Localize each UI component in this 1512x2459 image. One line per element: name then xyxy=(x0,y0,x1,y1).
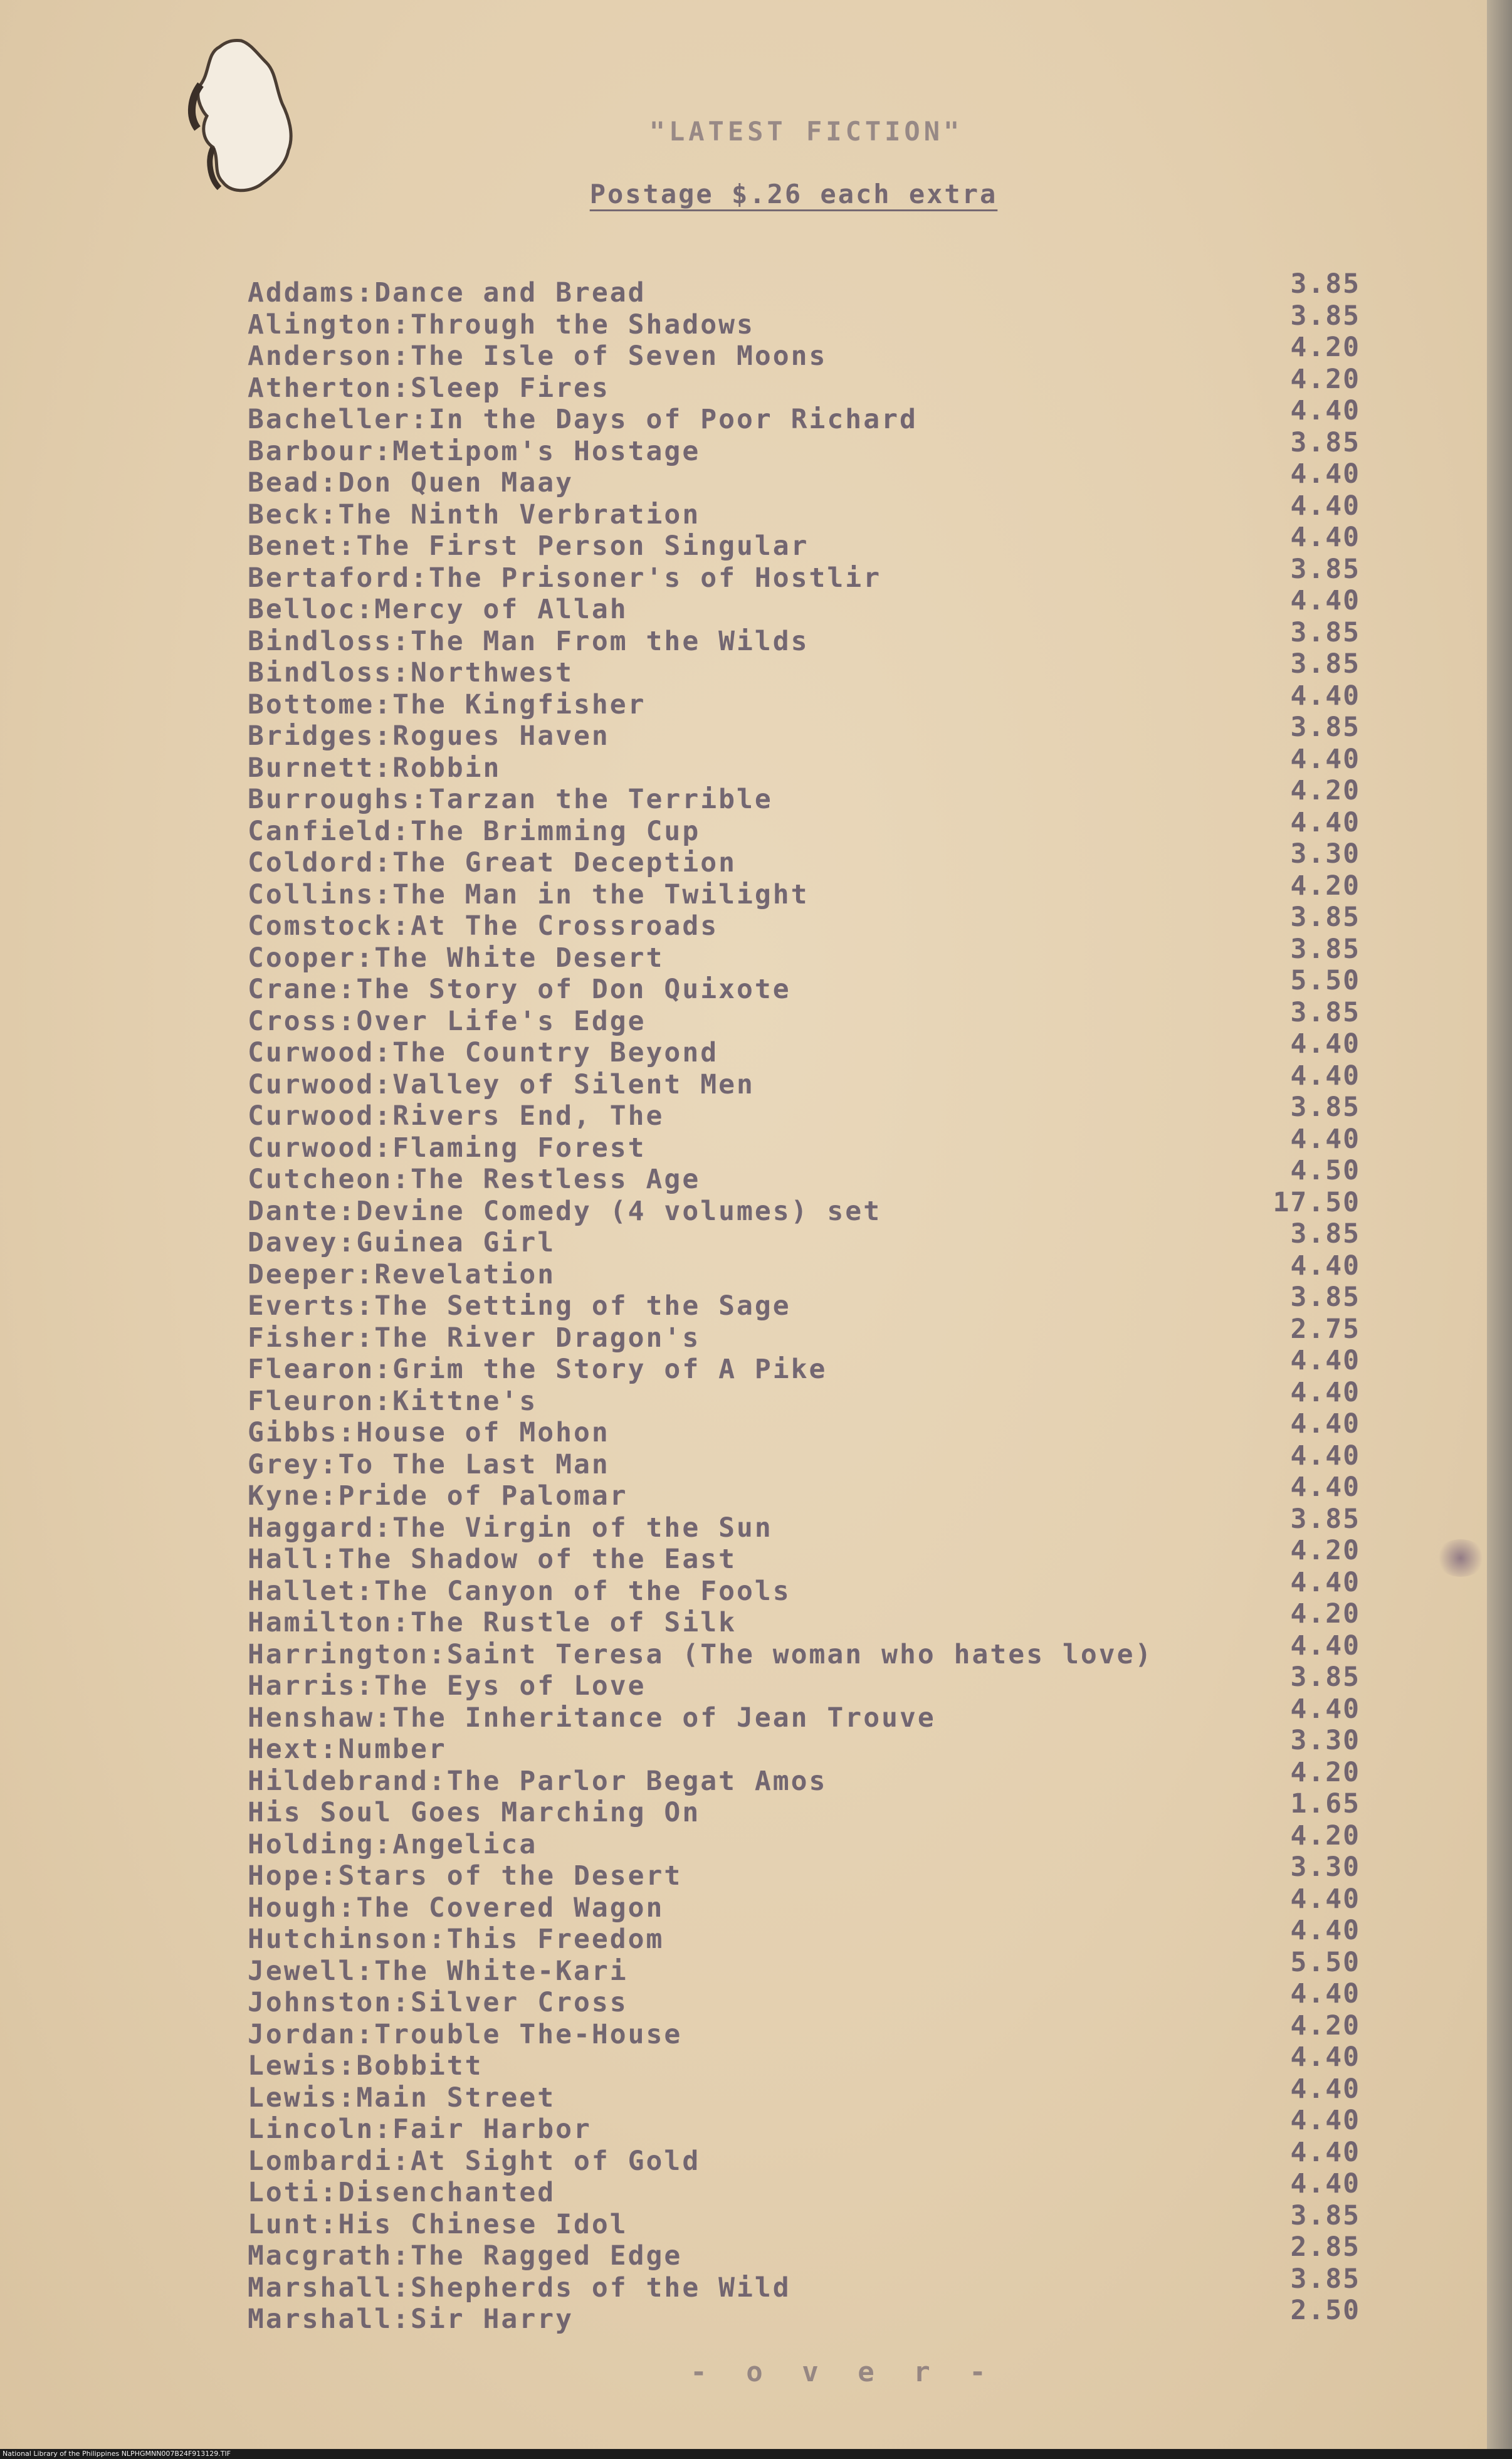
book-price: 4.40 xyxy=(1290,2073,1360,2105)
book-title: Lewis:Main Street xyxy=(248,2082,556,2114)
book-price: 4.40 xyxy=(1290,1915,1360,1946)
book-title: Bertaford:The Prisoner's of Hostlir xyxy=(248,562,882,594)
book-price: 4.20 xyxy=(1290,1535,1360,1566)
book-price: 4.20 xyxy=(1290,2009,1360,2041)
book-price: 3.30 xyxy=(1290,1851,1360,1883)
book-title: Comstock:At The Crossroads xyxy=(248,910,719,942)
book-price: 4.20 xyxy=(1290,1819,1360,1851)
book-title: Jordan:Trouble The-House xyxy=(248,2018,683,2050)
book-price: 3.85 xyxy=(1290,933,1360,965)
book-title: Marshall:Shepherds of the Wild xyxy=(248,2272,791,2304)
book-price: 5.50 xyxy=(1290,965,1360,996)
book-title: Bacheller:In the Days of Poor Richard xyxy=(248,404,918,435)
book-title: Benet:The First Person Singular xyxy=(248,530,809,562)
book-title: Bindloss:The Man From the Wilds xyxy=(248,625,809,657)
book-price: 4.40 xyxy=(1290,1693,1360,1725)
book-price: 4.40 xyxy=(1290,1376,1360,1408)
book-price: 4.40 xyxy=(1290,1630,1360,1661)
archive-credit: National Library of the Philippines NLPHGMNN007B24F913129.TIF xyxy=(3,2450,231,2458)
book-title: Hope:Stars of the Desert xyxy=(248,1860,683,1892)
book-title: Crane:The Story of Don Quixote xyxy=(248,974,791,1005)
book-price: 3.85 xyxy=(1290,712,1360,743)
book-title: Marshall:Sir Harry xyxy=(248,2304,574,2335)
book-title: Collins:The Man in the Twilight xyxy=(248,878,809,910)
book-price: 3.85 xyxy=(1290,1503,1360,1535)
book-title: Lewis:Bobbitt xyxy=(248,2050,483,2082)
book-price: 3.85 xyxy=(1290,1092,1360,1123)
book-price: 4.50 xyxy=(1290,1155,1360,1186)
book-title-list xyxy=(248,277,1313,2335)
book-price: 4.40 xyxy=(1290,1060,1360,1092)
book-title: Henshaw:The Inheritance of Jean Trouve xyxy=(248,1702,936,1734)
book-price: 5.50 xyxy=(1290,1946,1360,1978)
book-title: Lunt:His Chinese Idol xyxy=(248,2208,628,2240)
postage-note: Postage $.26 each extra xyxy=(589,179,998,209)
book-title: Holding:Angelica xyxy=(248,1828,538,1860)
book-price: 3.85 xyxy=(1290,1218,1360,1250)
book-title: Macgrath:The Ragged Edge xyxy=(248,2240,683,2272)
book-price: 4.40 xyxy=(1290,458,1360,490)
book-title: Flearon:Grim the Story of A Pike xyxy=(248,1354,827,1385)
book-title: Lombardi:At Sight of Gold xyxy=(248,2145,701,2177)
book-price: 4.40 xyxy=(1290,1123,1360,1155)
book-title: Gibbs:House of Mohon xyxy=(248,1417,610,1448)
book-title: Burnett:Robbin xyxy=(248,752,501,784)
page-title: "LATEST FICTION" xyxy=(649,116,963,147)
book-title: His Soul Goes Marching On xyxy=(248,1797,701,1828)
book-price: 4.40 xyxy=(1290,2105,1360,2136)
book-price: 17.50 xyxy=(1273,1186,1360,1218)
book-price: 3.85 xyxy=(1290,2263,1360,2295)
book-title: Johnston:Silver Cross xyxy=(248,1987,628,2018)
book-title: Canfield:The Brimming Cup xyxy=(248,815,701,847)
ink-stain xyxy=(1436,1539,1486,1577)
book-title: Hext:Number xyxy=(248,1734,447,1765)
book-price: 4.40 xyxy=(1290,2136,1360,2168)
book-price: 4.40 xyxy=(1290,1028,1360,1060)
book-title: Jewell:The White-Kari xyxy=(248,1955,628,1987)
book-price: 4.20 xyxy=(1290,1756,1360,1788)
book-title: Coldord:The Great Deception xyxy=(248,847,737,878)
book-price: 4.40 xyxy=(1290,1440,1360,1472)
book-title: Everts:The Setting of the Sage xyxy=(248,1290,791,1322)
book-title: Loti:Disenchanted xyxy=(248,2177,556,2208)
book-price: 4.40 xyxy=(1290,1883,1360,1915)
book-title: Belloc:Mercy of Allah xyxy=(248,594,628,625)
book-title: Hall:The Shadow of the East xyxy=(248,1544,737,1575)
book-title: Hallet:The Canyon of the Fools xyxy=(248,1575,791,1607)
book-title: Cross:Over Life's Edge xyxy=(248,1005,646,1037)
book-price: 3.85 xyxy=(1290,300,1360,332)
book-title: Bridges:Rogues Haven xyxy=(248,720,610,752)
book-price: 3.30 xyxy=(1290,838,1360,870)
book-title: Alington:Through the Shadows xyxy=(248,308,755,340)
book-price: 4.40 xyxy=(1290,395,1360,426)
book-price: 4.20 xyxy=(1290,775,1360,806)
book-price: 4.40 xyxy=(1290,1472,1360,1503)
book-title: Burroughs:Tarzan the Terrible xyxy=(248,784,773,815)
book-price: 3.85 xyxy=(1290,902,1360,933)
book-title: Curwood:The Country Beyond xyxy=(248,1037,719,1068)
book-price: 3.85 xyxy=(1290,1661,1360,1693)
book-price: 4.20 xyxy=(1290,332,1360,363)
book-title: Bindloss:Northwest xyxy=(248,657,574,688)
book-title: Beck:The Ninth Verbration xyxy=(248,498,701,530)
book-title: Dante:Devine Comedy (4 volumes) set xyxy=(248,1195,882,1227)
book-price: 4.40 xyxy=(1290,2041,1360,2073)
book-title: Cooper:The White Desert xyxy=(248,942,664,974)
book-title: Grey:To The Last Man xyxy=(248,1448,610,1480)
book-price: 3.85 xyxy=(1290,268,1360,300)
book-price: 4.40 xyxy=(1290,1566,1360,1598)
book-title: Addams:Dance and Bread xyxy=(248,277,646,308)
book-price: 4.40 xyxy=(1290,1250,1360,1282)
book-price: 2.85 xyxy=(1290,2231,1360,2263)
book-title: Hough:The Covered Wagon xyxy=(248,1892,664,1924)
page-subtitle xyxy=(38,179,1512,209)
book-title: Curwood:Valley of Silent Men xyxy=(248,1068,755,1100)
book-title: Barbour:Metipom's Hostage xyxy=(248,435,701,467)
book-price: 4.40 xyxy=(1290,522,1360,553)
book-title: Hamilton:The Rustle of Silk xyxy=(248,1607,737,1638)
book-price: 3.85 xyxy=(1290,553,1360,585)
book-title: Cutcheon:The Restless Age xyxy=(248,1164,701,1195)
book-title: Hutchinson:This Freedom xyxy=(248,1924,664,1955)
book-price: 2.50 xyxy=(1290,2295,1360,2326)
book-price: 3.85 xyxy=(1290,996,1360,1028)
scan-edge xyxy=(1487,0,1512,2459)
book-title: Anderson:The Isle of Seven Moons xyxy=(248,340,827,372)
book-price: 3.85 xyxy=(1290,426,1360,458)
book-title: Davey:Guinea Girl xyxy=(248,1227,556,1258)
book-title: Curwood:Rivers End, The xyxy=(248,1100,664,1132)
book-title: Hildebrand:The Parlor Begat Amos xyxy=(248,1765,827,1797)
book-price: 3.85 xyxy=(1290,2199,1360,2231)
book-price: 3.30 xyxy=(1290,1725,1360,1756)
book-price: 4.20 xyxy=(1290,363,1360,395)
book-price: 4.40 xyxy=(1290,490,1360,522)
book-price: 1.65 xyxy=(1290,1788,1360,1819)
book-price: 4.40 xyxy=(1290,585,1360,616)
book-title: Lincoln:Fair Harbor xyxy=(248,2114,592,2145)
book-price: 3.85 xyxy=(1290,1282,1360,1313)
book-price: 4.40 xyxy=(1290,680,1360,712)
book-title: Deeper:Revelation xyxy=(248,1258,556,1290)
book-price: 3.85 xyxy=(1290,616,1360,648)
book-title: Atherton:Sleep Fires xyxy=(248,372,610,404)
book-price: 4.40 xyxy=(1290,806,1360,838)
book-title: Bead:Don Quen Maay xyxy=(248,467,574,498)
book-title: Harrington:Saint Teresa (The woman who hates love) xyxy=(248,1638,1153,1670)
book-title: Harris:The Eys of Love xyxy=(248,1670,646,1702)
book-price: 4.40 xyxy=(1290,2168,1360,2199)
book-price: 4.40 xyxy=(1290,743,1360,775)
book-title: Fisher:The River Dragon's xyxy=(248,1322,701,1354)
page-footer: - o v e r - xyxy=(690,2356,997,2388)
book-price: 4.40 xyxy=(1290,1978,1360,2009)
book-price: 4.20 xyxy=(1290,870,1360,902)
book-price-list xyxy=(1210,268,1360,2327)
book-title: Fleuron:Kittne's xyxy=(248,1385,538,1417)
book-price: 4.20 xyxy=(1290,1598,1360,1630)
book-title: Kyne:Pride of Palomar xyxy=(248,1480,628,1512)
book-price: 3.85 xyxy=(1290,648,1360,680)
book-price: 2.75 xyxy=(1290,1313,1360,1345)
book-title: Haggard:The Virgin of the Sun xyxy=(248,1512,773,1544)
book-title: Curwood:Flaming Forest xyxy=(248,1132,646,1164)
book-title: Bottome:The Kingfisher xyxy=(248,688,646,720)
book-price: 4.40 xyxy=(1290,1408,1360,1440)
book-price: 4.40 xyxy=(1290,1345,1360,1376)
